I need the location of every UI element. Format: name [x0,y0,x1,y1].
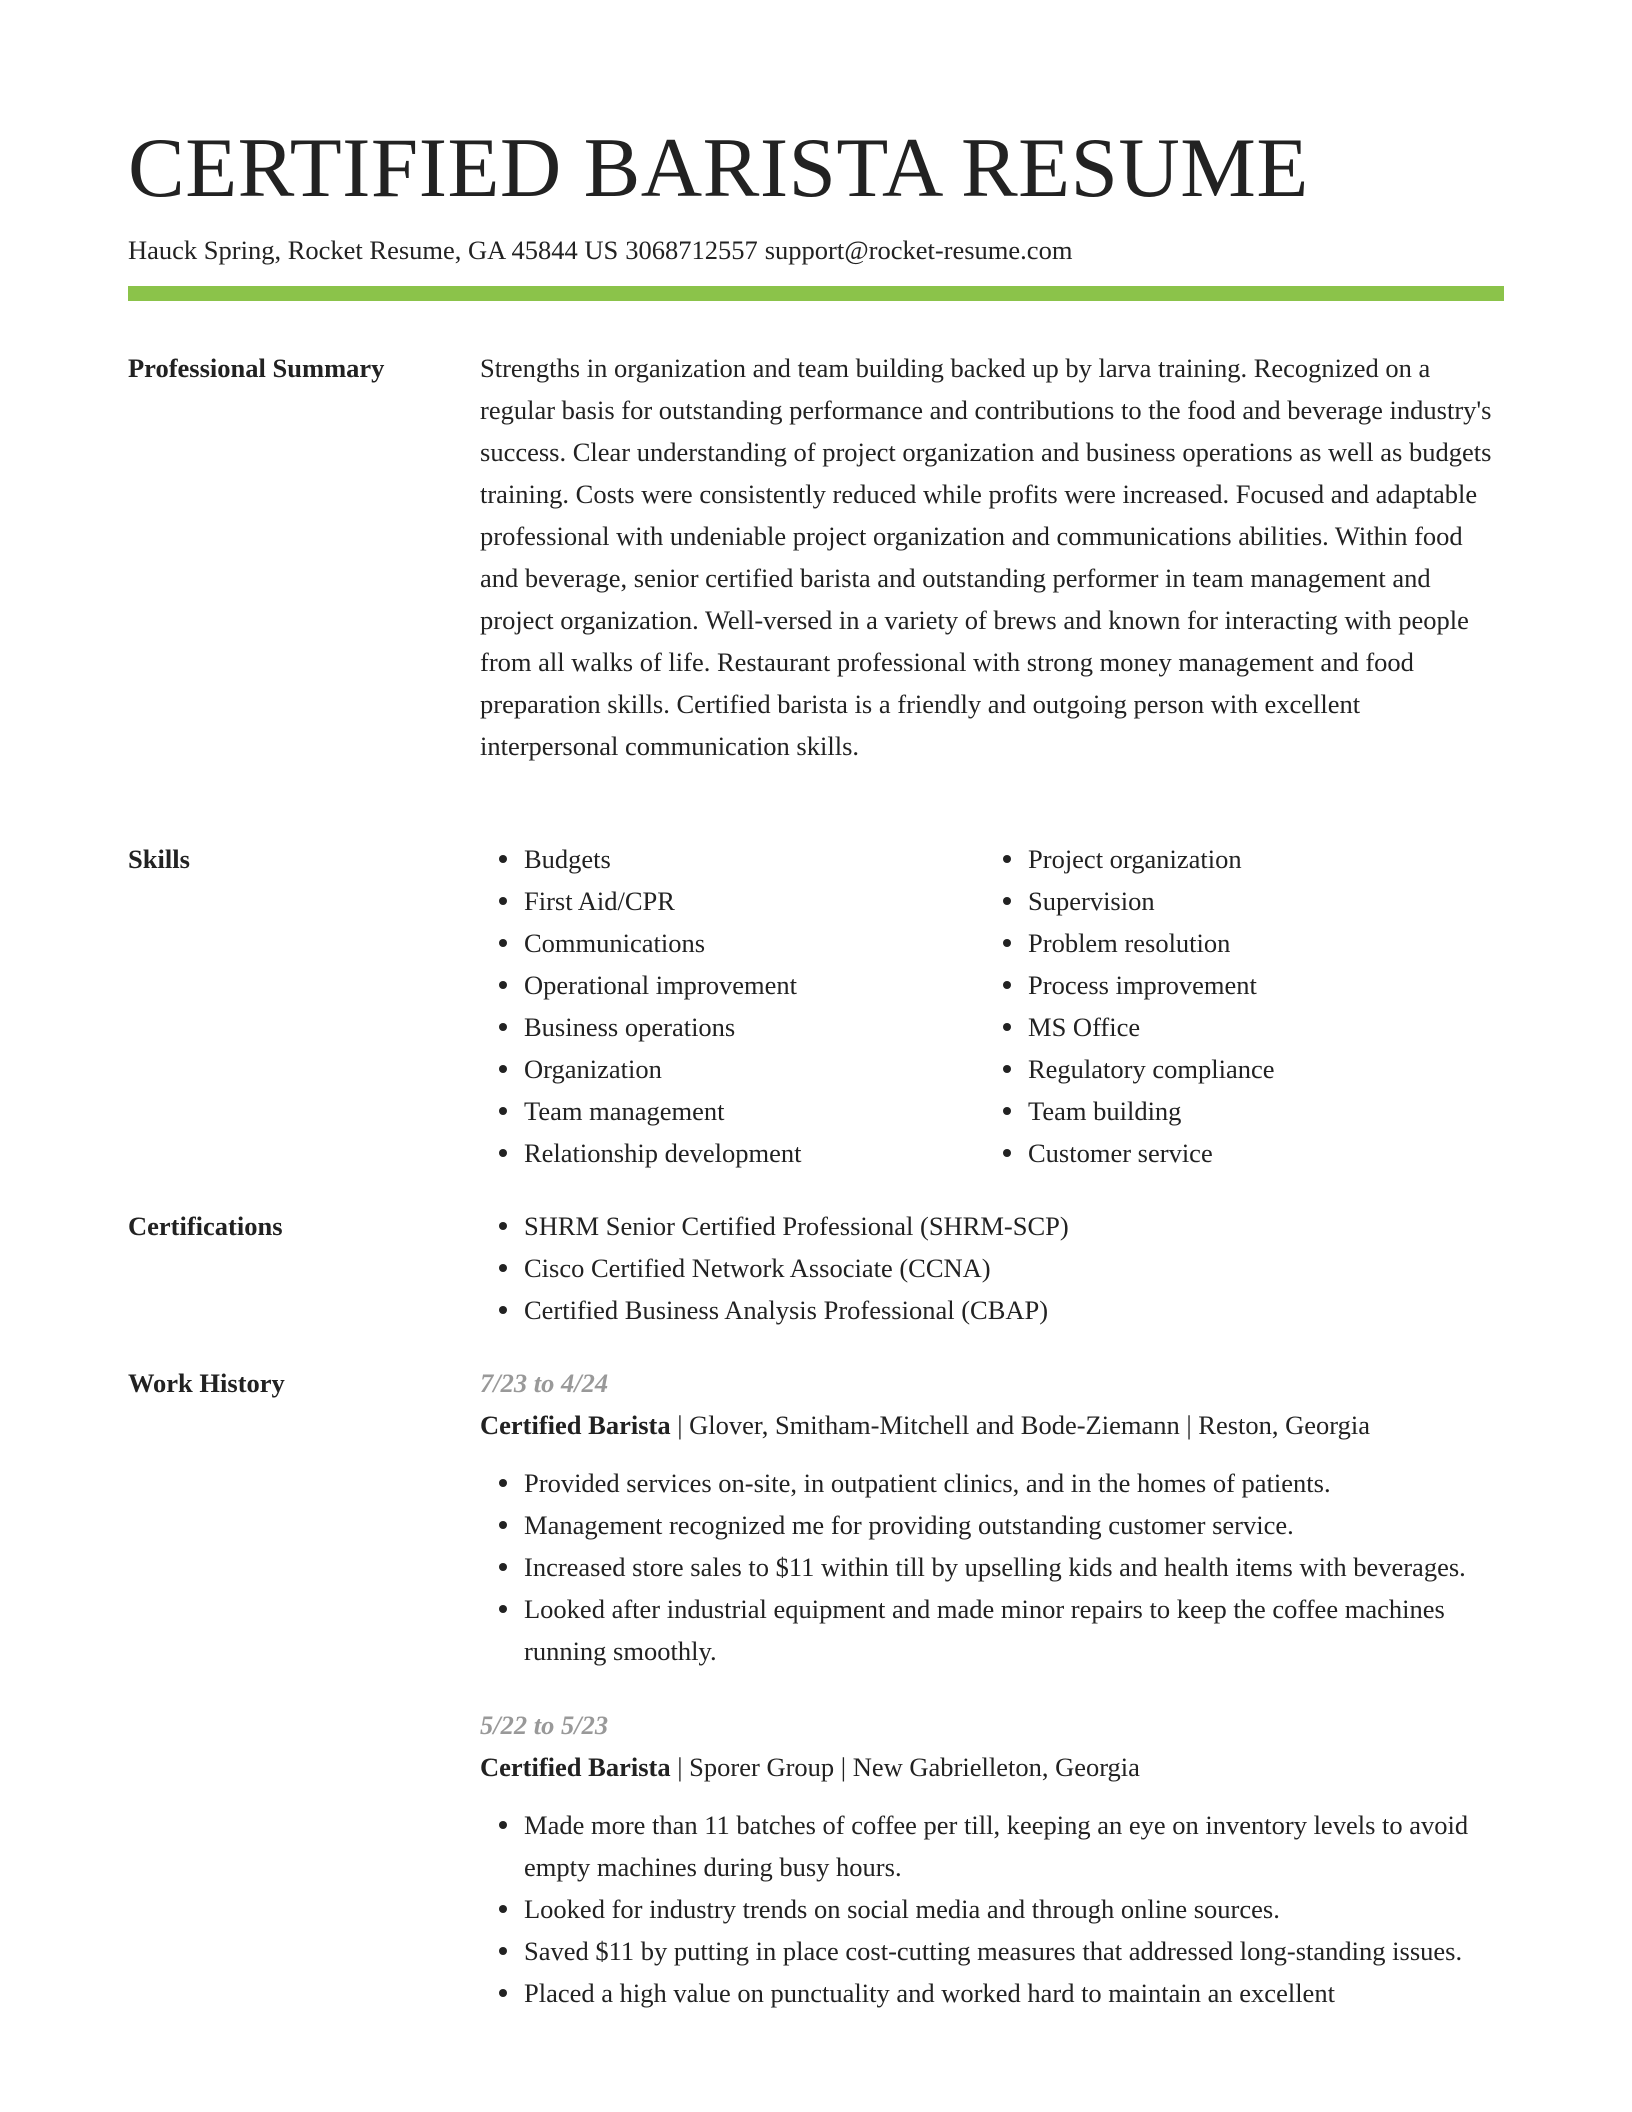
certification-item: Certified Business Analysis Professional (CBAP) [524,1289,1504,1331]
job-details: | Sporer Group | New Gabrielleton, Georgia [670,1752,1140,1782]
skill-item: First Aid/CPR [524,880,994,922]
summary-section [480,347,1504,767]
skills-list-right [984,838,1498,1174]
contact-email: support@rocket-resume.com [764,235,1073,265]
header-divider [128,286,1504,301]
contact-address: Hauck Spring, Rocket Resume, GA 45844 US [128,235,619,265]
job-bullet: Looked for industry trends on social media and through online sources. [524,1888,1504,1930]
skill-item: Problem resolution [1028,922,1498,964]
skill-item: Business operations [524,1006,994,1048]
summary-text: Strengths in organization and team building backed up by larva training. Recognized on a regular basis for outstanding performance and contributions to the food and beverage industry's success. Clear understanding of project organization and business operations as well as budgets training. Costs were consistently reduced while profits were increased. Focused and adaptable professional with undeniable project organization and communications abilities. Within food and beverage, senior certified barista and outstanding performer in team management and project organization. Well-versed in a variety of brews and known for interacting with people from all walks of life. Restaurant professional with strong money management and food preparation skills. Certified barista is a friendly and outgoing person with excellent interpersonal communication skills. [480,353,1492,761]
skill-item: MS Office [1028,1006,1498,1048]
job-bullet: Increased store sales to $11 within till by upselling kids and health items with beverages. [524,1546,1504,1588]
certifications-list [480,1205,1504,1331]
skill-item: Customer service [1028,1132,1498,1174]
contact-phone: 3068712557 [625,235,758,265]
skill-item: Team management [524,1090,994,1132]
skills-label: Skills [128,844,190,874]
skill-item: Supervision [1028,880,1498,922]
certification-item: Cisco Certified Network Associate (CCNA) [524,1247,1504,1289]
job-bullet: Provided services on-site, in outpatient clinics, and in the homes of patients. [524,1462,1504,1504]
summary-label: Professional Summary [128,353,385,383]
job-bullet: Looked after industrial equipment and made minor repairs to keep the coffee machines running smoothly. [524,1588,1504,1672]
resume-title: CERTIFIED BARISTA RESUME [128,121,1309,215]
job-bullet: Management recognized me for providing outstanding customer service. [524,1504,1504,1546]
job-title: Certified Barista [480,1410,671,1440]
job-dates: 7/23 to 4/24 [480,1368,609,1398]
work-history-label: Work History [128,1368,285,1398]
skill-item: Regulatory compliance [1028,1048,1498,1090]
certification-item: SHRM Senior Certified Professional (SHRM-SCP) [524,1205,1504,1247]
skill-item: Relationship development [524,1132,994,1174]
skill-item: Operational improvement [524,964,994,1006]
skill-item: Project organization [1028,838,1498,880]
certifications-label: Certifications [128,1211,283,1241]
job-details: | Glover, Smitham-Mitchell and Bode-Ziemann | Reston, Georgia [670,1410,1370,1440]
job-title: Certified Barista [480,1752,671,1782]
skills-section [480,838,1504,1174]
job-bullets [480,1804,1504,2014]
job-bullets [480,1462,1504,1672]
contact-line [128,232,1072,268]
skill-item: Organization [524,1048,994,1090]
skills-list-left [480,838,994,1174]
job-entry [480,1704,1504,2014]
skill-item: Team building [1028,1090,1498,1132]
skill-item: Process improvement [1028,964,1498,1006]
skill-item: Budgets [524,838,994,880]
job-entry [480,1362,1504,1672]
job-bullet: Saved $11 by putting in place cost-cutting measures that addressed long-standing issues. [524,1930,1504,1972]
job-bullet: Made more than 11 batches of coffee per till, keeping an eye on inventory levels to avoid empty machines during busy hours. [524,1804,1504,1888]
certifications-section [480,1205,1504,1331]
job-bullet: Placed a high value on punctuality and worked hard to maintain an excellent [524,1972,1504,2014]
job-dates: 5/22 to 5/23 [480,1710,609,1740]
work-history-section [480,1362,1504,2014]
job-heading [480,1746,1504,1788]
skill-item: Communications [524,922,994,964]
job-heading [480,1404,1504,1446]
